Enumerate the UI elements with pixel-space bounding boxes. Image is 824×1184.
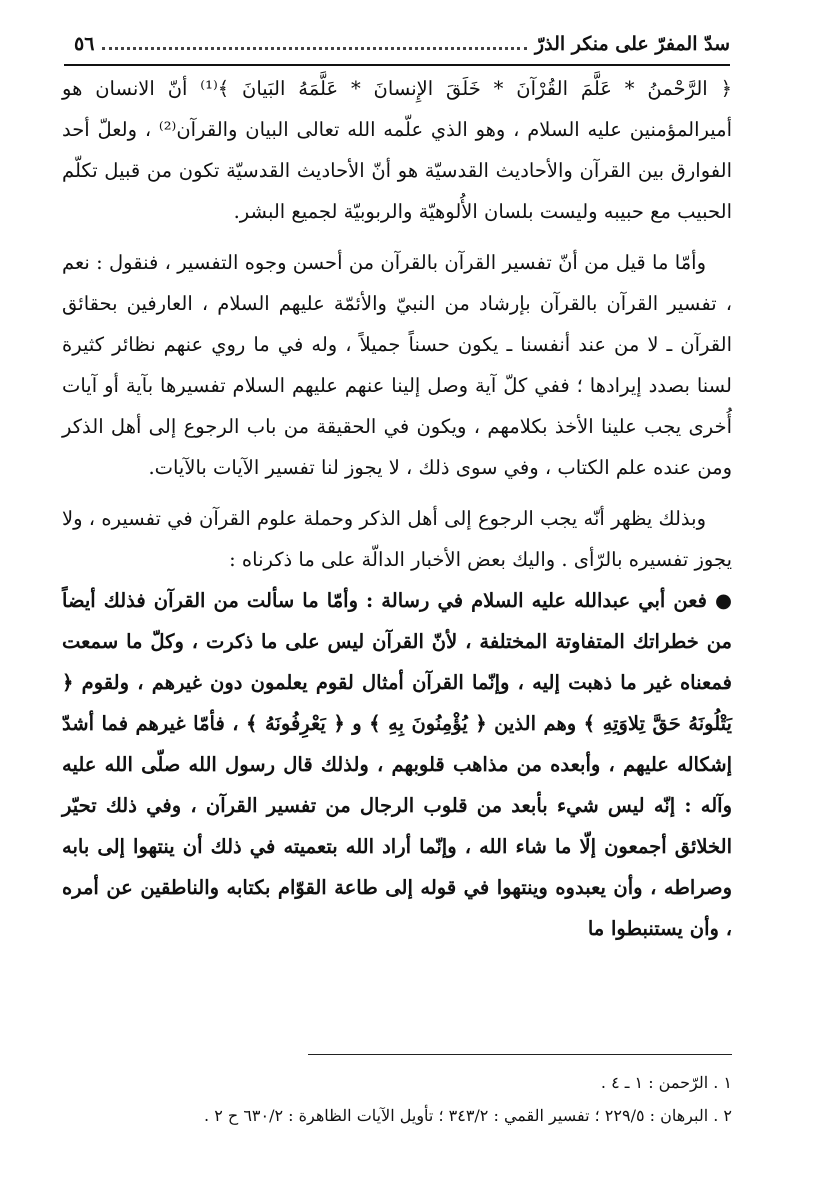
- header-dot-leader: [102, 47, 527, 50]
- footnote-2: ٢ . البرهان : ٢٢٩/٥ ؛ تفسير القمي : ٣٤٣/٢ ؛ تأويل الآيات الظاهرة : ٦٣٠/٢ ح ٢ .: [204, 1106, 732, 1125]
- footnote-separator: [308, 1054, 732, 1055]
- paragraph-2: وأمّا ما قيل من أنّ تفسير القرآن بالقرآن من أحسن وجوه التفسير ، فنقول : نعم ، تفسير القرآن بالقرآن بإرشاد من النبيّ والأئمّة عليهم السلام ، العارفين بحقائق القرآن ـ لا من عند أنفسنا ـ يكون حسناً جميلاً ، وله في ما روي عنهم نظائر كثيرة لسنا بصدد إيرادها ؛ ففي كلّ آية وصل إلينا عنهم عليهم السلام تفسيرها بآية أو آيات أُخرى يجب علينا الأخذ بكلامهم ، ويكون في الحقيقة من باب الرجوع إلى أهل الذكر ومن عنده علم الكتاب ، وفي سوى ذلك ، لا يجوز لنا تفسير الآيات بالآيات.: [62, 251, 732, 479]
- running-header: [64, 24, 730, 66]
- paragraph-1: ﴿ الرَّحْمنُ * عَلَّمَ القُرْآنَ * خَلَقَ الإِنسانَ * عَلَّمَهُ البَيانَ ﴾⁽¹⁾ أنّ الانسان هو أميرالمؤمنين عليه السلام ، وهو الذي علّمه الله تعالى البيان والقرآن⁽²⁾ ، ولعلّ أحد الفوارق بين القرآن والأحاديث القدسيّة هو أنّ الأحاديث القدسيّة تكون من قبيل تكلّم الحبيب مع حبيبه وليست بلسان الأُلوهيّة والربوبيّة لجميع البشر.: [62, 77, 732, 223]
- paragraph-spacer: [62, 232, 732, 242]
- footnote-1: ١ . الرّحمن : ١ ـ ٤ .: [600, 1073, 732, 1092]
- running-title: سدّ المفرّ على منكر الذرّ: [534, 33, 730, 55]
- footnotes: [62, 1066, 732, 1132]
- page-number: ٥٦: [74, 33, 95, 55]
- body-text: [62, 68, 732, 949]
- paragraph-spacer: [62, 488, 732, 498]
- hadith-quote: ● فعن أبي عبدالله عليه السلام في رسالة : وأمّا ما سألت من القرآن فذلك أيضاً من خطراتك المتفاوتة المختلفة ، لأنّ القرآن ليس على ما ذكرت ، وكلّ ما سمعت فمعناه غير ما ذهبت إليه ، وإنّما القرآن أمثال لقوم يعلمون دون غيرهم ، ولقوم ﴿ يَتْلُونَهُ حَقَّ تِلاوَتِهِ ﴾ وهم الذين ﴿ يُؤْمِنُونَ بِهِ ﴾ و ﴿ يَعْرِفُونَهُ ﴾ ، فأمّا غيرهم فما أشدّ إشكاله عليهم ، وأبعده من مذاهب قلوبهم ، ولذلك قال رسول الله صلّى الله عليه وآله : إنّه ليس شيء بأبعد من قلوب الرجال من تفسير القرآن ، وفي ذلك تحيّر الخلائق أجمعون إلّا ما شاء الله ، وإنّما أراد الله بتعميته في ذلك أن ينتهوا إلى بابه وصراطه ، وأن يعبدوه وينتهوا في قوله إلى طاعة القوّام بكتابه والناطقين عن أمره ، وأن يستنبطوا ما: [62, 589, 732, 940]
- paragraph-3: وبذلك يظهر أنّه يجب الرجوع إلى أهل الذكر وحملة علوم القرآن في تفسيره ، ولا يجوز تفسيره بالرّأى . واليك بعض الأخبار الدالّة على ما ذكرناه :: [62, 507, 732, 571]
